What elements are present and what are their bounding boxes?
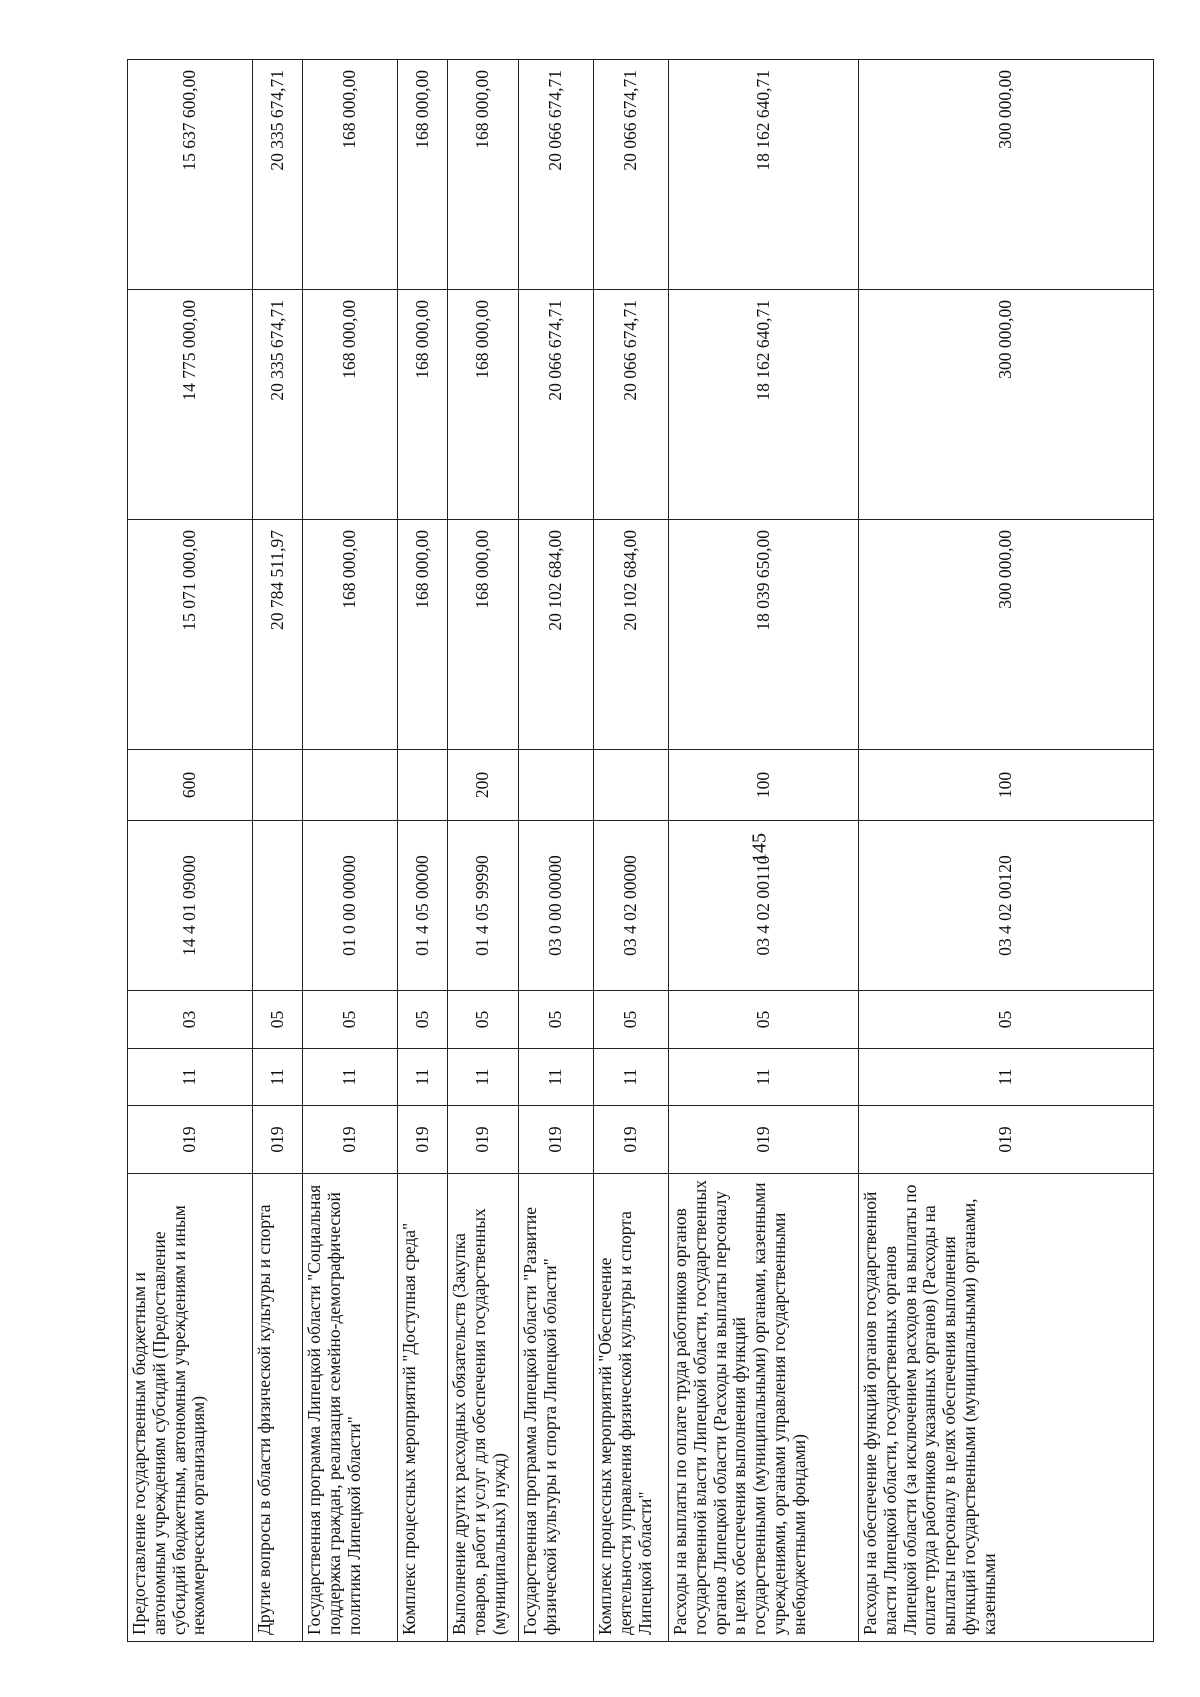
cell-sum2: 20 066 674,71 bbox=[594, 290, 669, 520]
cell-vr: 600 bbox=[128, 750, 253, 821]
cell-pr: 05 bbox=[253, 991, 303, 1049]
cell-pr: 05 bbox=[519, 991, 594, 1049]
cell-rz: 11 bbox=[398, 1049, 448, 1106]
cell-sum3: 20 066 674,71 bbox=[519, 60, 594, 290]
cell-sum1: 168 000,00 bbox=[303, 520, 398, 750]
row-name: Комплекс процессных мероприятий "Обеспечение деятельности управления физической культуры и спорта Липецкой области" bbox=[594, 1174, 669, 1642]
cell-vr: 200 bbox=[448, 750, 519, 821]
cell-csr: 14 4 01 09000 bbox=[128, 821, 253, 991]
cell-sum1: 300 000,00 bbox=[859, 520, 1154, 750]
cell-vr bbox=[519, 750, 594, 821]
table-row bbox=[859, 60, 1154, 1642]
cell-pr: 05 bbox=[303, 991, 398, 1049]
row-name: Комплекс процессных мероприятий "Доступная среда" bbox=[398, 1174, 448, 1642]
row-name: Выполнение других расходных обязательств (Закупка товаров, работ и услуг для обеспечения государственных (муниципальных) нужд) bbox=[448, 1174, 519, 1642]
cell-sum1: 20 784 511,97 bbox=[253, 520, 303, 750]
cell-grbs: 019 bbox=[398, 1106, 448, 1174]
cell-vr: 100 bbox=[669, 750, 859, 821]
cell-grbs: 019 bbox=[448, 1106, 519, 1174]
cell-pr: 05 bbox=[859, 991, 1154, 1049]
table-row bbox=[448, 60, 519, 1642]
cell-vr bbox=[253, 750, 303, 821]
cell-sum3: 168 000,00 bbox=[303, 60, 398, 290]
cell-sum1: 168 000,00 bbox=[448, 520, 519, 750]
row-name: Расходы на обеспечение функций органов государственной власти Липецкой области, государственных органов Липецкой области (за исключением расходов на выплаты по оплате труда работников указанных органов) (Расходы на выплаты персоналу в целях обеспечения выполнения функций государственными (муниципальными) органами, казенными bbox=[859, 1174, 1154, 1642]
cell-sum1: 15 071 000,00 bbox=[128, 520, 253, 750]
row-name: Государственная программа Липецкой области "Социальная поддержка граждан, реализация семейно-демографической политики Липецкой области" bbox=[303, 1174, 398, 1642]
table-row bbox=[669, 60, 859, 1642]
cell-pr: 05 bbox=[448, 991, 519, 1049]
cell-sum3: 15 637 600,00 bbox=[128, 60, 253, 290]
table-row bbox=[398, 60, 448, 1642]
cell-csr: 01 4 05 99990 bbox=[448, 821, 519, 991]
cell-sum1: 18 039 650,00 bbox=[669, 520, 859, 750]
cell-csr: 03 4 02 00000 bbox=[594, 821, 669, 991]
cell-grbs: 019 bbox=[519, 1106, 594, 1174]
cell-sum1: 168 000,00 bbox=[398, 520, 448, 750]
cell-grbs: 019 bbox=[303, 1106, 398, 1174]
budget-table bbox=[127, 59, 1154, 1642]
cell-sum2: 20 335 674,71 bbox=[253, 290, 303, 520]
cell-sum2: 300 000,00 bbox=[859, 290, 1154, 520]
cell-rz: 11 bbox=[669, 1049, 859, 1106]
cell-sum1: 20 102 684,00 bbox=[519, 520, 594, 750]
cell-vr bbox=[303, 750, 398, 821]
cell-rz: 11 bbox=[253, 1049, 303, 1106]
cell-rz: 11 bbox=[519, 1049, 594, 1106]
page-number: 145 bbox=[748, 833, 771, 863]
table-row bbox=[594, 60, 669, 1642]
cell-sum3: 300 000,00 bbox=[859, 60, 1154, 290]
cell-sum2: 18 162 640,71 bbox=[669, 290, 859, 520]
cell-sum3: 168 000,00 bbox=[448, 60, 519, 290]
budget-table-rotated bbox=[127, 60, 1153, 1642]
cell-csr: 01 0 00 00000 bbox=[303, 821, 398, 991]
cell-sum1: 20 102 684,00 bbox=[594, 520, 669, 750]
cell-pr: 05 bbox=[594, 991, 669, 1049]
cell-sum2: 168 000,00 bbox=[398, 290, 448, 520]
cell-csr: 03 4 02 00120 bbox=[859, 821, 1154, 991]
cell-grbs: 019 bbox=[594, 1106, 669, 1174]
cell-sum2: 20 066 674,71 bbox=[519, 290, 594, 520]
cell-sum2: 168 000,00 bbox=[303, 290, 398, 520]
cell-vr bbox=[398, 750, 448, 821]
cell-sum3: 20 335 674,71 bbox=[253, 60, 303, 290]
cell-pr: 05 bbox=[398, 991, 448, 1049]
cell-grbs: 019 bbox=[669, 1106, 859, 1174]
cell-rz: 11 bbox=[128, 1049, 253, 1106]
cell-sum2: 14 775 000,00 bbox=[128, 290, 253, 520]
cell-csr: 03 4 02 00110 bbox=[669, 821, 859, 991]
cell-grbs: 019 bbox=[859, 1106, 1154, 1174]
cell-grbs: 019 bbox=[253, 1106, 303, 1174]
cell-sum2: 168 000,00 bbox=[448, 290, 519, 520]
cell-rz: 11 bbox=[303, 1049, 398, 1106]
cell-pr: 03 bbox=[128, 991, 253, 1049]
row-name: Государственная программа Липецкой области "Развитие физической культуры и спорта Липецкой области" bbox=[519, 1174, 594, 1642]
cell-rz: 11 bbox=[594, 1049, 669, 1106]
cell-csr: 03 0 00 00000 bbox=[519, 821, 594, 991]
table-row bbox=[253, 60, 303, 1642]
cell-sum3: 18 162 640,71 bbox=[669, 60, 859, 290]
cell-pr: 05 bbox=[669, 991, 859, 1049]
cell-rz: 11 bbox=[448, 1049, 519, 1106]
row-name: Предоставление государственным бюджетным и автономным учреждениям субсидий (Предоставление субсидий бюджетным, автономным учреждениям и иным некоммерческим организациям) bbox=[128, 1174, 253, 1642]
cell-sum3: 20 066 674,71 bbox=[594, 60, 669, 290]
cell-rz: 11 bbox=[859, 1049, 1154, 1106]
cell-grbs: 019 bbox=[128, 1106, 253, 1174]
table-row bbox=[128, 60, 253, 1642]
cell-csr: 01 4 05 00000 bbox=[398, 821, 448, 991]
cell-vr: 100 bbox=[859, 750, 1154, 821]
row-name: Расходы на выплаты по оплате труда работников органов государственной власти Липецкой области, государственных органов Липецкой области (Расходы на выплаты персоналу в целях обеспечения выполнения функций государственными (муниципальными) органами, казенными учреждениями, органами управления государственными внебюджетными фондами) bbox=[669, 1174, 859, 1642]
table-row bbox=[303, 60, 398, 1642]
table-row bbox=[519, 60, 594, 1642]
cell-vr bbox=[594, 750, 669, 821]
cell-sum3: 168 000,00 bbox=[398, 60, 448, 290]
row-name: Другие вопросы в области физической культуры и спорта bbox=[253, 1174, 303, 1642]
cell-csr bbox=[253, 821, 303, 991]
